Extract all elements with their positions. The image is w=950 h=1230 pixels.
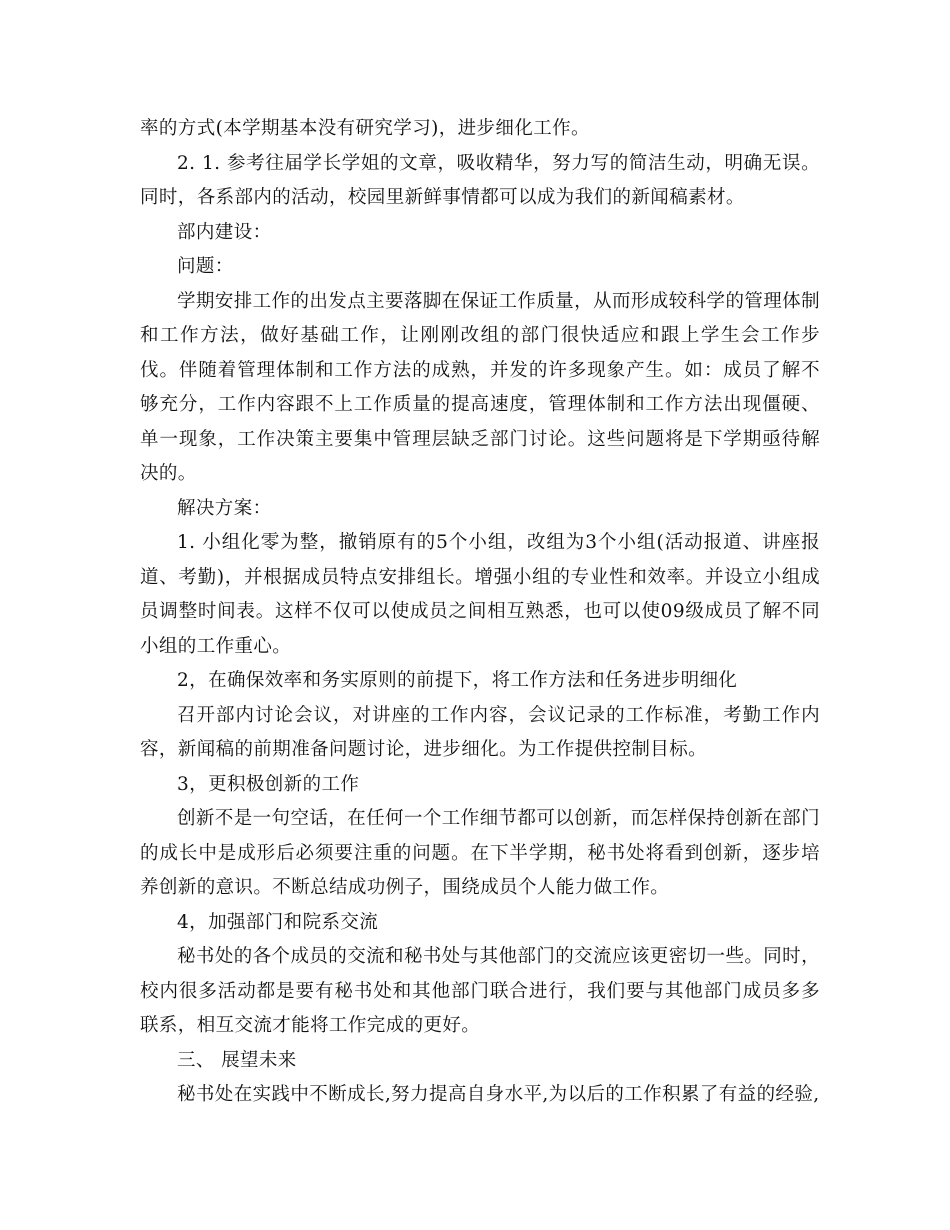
heading-outlook: 三、 展望未来	[177, 1049, 297, 1071]
heading-solution-4: 4，加强部门和院系交流	[177, 911, 379, 933]
heading-solutions: 解决方案：	[177, 497, 272, 519]
heading-solution-3: 3，更积极创新的工作	[177, 773, 360, 795]
paragraph-solution-4: 秘书处的各个成员的交流和秘书处与其他部门的交流应该更密切一些。同时，校内很多活动都是要有秘书处和其他部门联合进行，我们要与其他部门成员多多联系，相互交流才能将工作完成的更好。	[140, 946, 820, 1036]
heading-department-building: 部内建设：	[177, 221, 272, 243]
paragraph-solution-1: 1. 小组化零为整，撤销原有的5个小组，改组为3个小组(活动报道、讲座报道、考勤)，并根据成员特点安排组长。增强小组的专业性和效率。并设立小组成员调整时间表。这样不仅可以使成员之间相互熟悉，也可以使09级成员了解不同小组的工作重心。	[140, 532, 820, 657]
paragraph-continuation: 率的方式(本学期基本没有研究学习)，进步细化工作。	[140, 118, 590, 139]
document-body	[140, 112, 820, 1113]
paragraph-item-2-1: 2. 1. 参考往届学长学姐的文章，吸收精华，努力写的简洁生动，明确无误。同时，各系部内的活动，校园里新鲜事情都可以成为我们的新闻稿素材。	[140, 152, 820, 208]
heading-problems: 问题：	[177, 256, 234, 277]
paragraph-problems: 学期安排工作的出发点主要落脚在保证工作质量，从而形成较科学的管理体制和工作方法，做好基础工作，让刚刚改组的部门很快适应和跟上学生会工作步伐。伴随着管理体制和工作方法的成熟，并发的许多现象产生。如：成员了解不够充分，工作内容跟不上工作质量的提高速度，管理体制和工作方法出现僵硬、单一现象，工作决策主要集中管理层缺乏部门讨论。这些问题将是下学期亟待解决的。	[140, 290, 820, 484]
paragraph-solution-3: 创新不是一句空话，在任何一个工作细节都可以创新，而怎样保持创新在部门的成长中是成形后必须要注重的问题。在下半学期，秘书处将看到创新，逐步培养创新的意识。不断总结成功例子，围绕成员个人能力做工作。	[140, 808, 820, 898]
heading-solution-2: 2，在确保效率和务实原则的前提下，将工作方法和任务进步明细化	[177, 670, 738, 691]
paragraph-outlook: 秘书处在实践中不断成长,努力提高自身水平,为以后的工作积累了有益的经验,	[177, 1084, 820, 1105]
paragraph-solution-2: 召开部内讨论会议，对讲座的工作内容，会议记录的工作标准，考勤工作内容，新闻稿的前期准备问题讨论，进步细化。为工作提供控制目标。	[140, 704, 820, 760]
